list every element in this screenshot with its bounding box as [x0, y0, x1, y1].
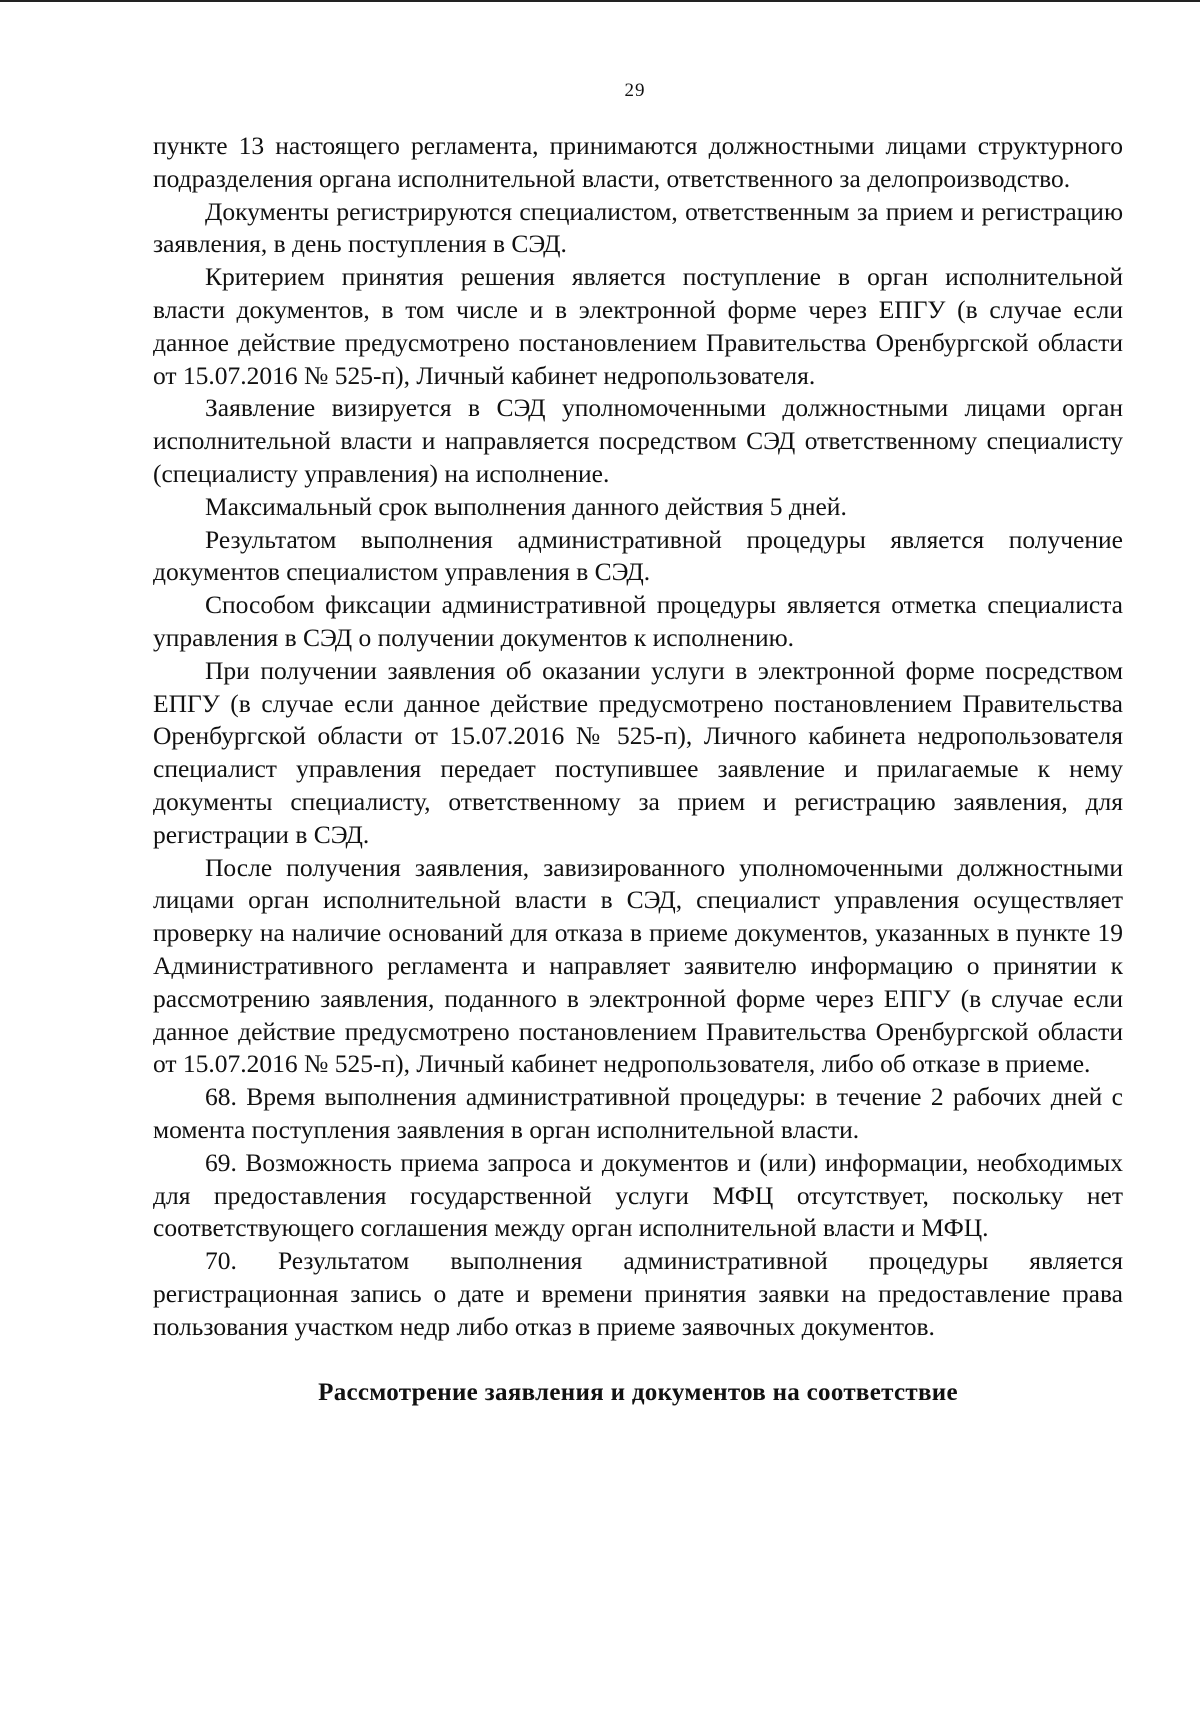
paragraph-application-endorsement: Заявление визируется в СЭД уполномоченными должностными лицами орган исполнительной власти и направляется посредством СЭД ответственному специалисту (специалисту управления) на исполнение. — [153, 393, 1123, 488]
paragraph-continuation-p13: пункте 13 настоящего регламента, принимаются должностными лицами структурного подразделения органа исполнительной власти, ответственного за делопроизводство. — [153, 131, 1123, 193]
paragraph-item-69: 69. Возможность приема запроса и документов и (или) информации, необходимых для предоставления государственной услуги МФЦ отсутствует, поскольку нет соответствующего соглашения между орган исполнительной власти и МФЦ. — [153, 1147, 1123, 1243]
paragraph-fixation-method: Способом фиксации административной процедуры является отметка специалиста управления в СЭД о получении документов к исполнению. — [153, 590, 1123, 652]
scan-top-border — [0, 0, 1200, 2]
paragraph-item-68: 68. Время выполнения административной процедуры: в течение 2 рабочих дней с момента поступления заявления в орган исполнительной власти. — [153, 1082, 1123, 1144]
paragraph-max-duration: Максимальный срок выполнения данного действия 5 дней. — [205, 491, 847, 521]
page-number: 29 — [624, 80, 646, 101]
paragraph-decision-criterion: Критерием принятия решения является поступление в орган исполнительной власти документов, в том числе и в электронной форме через ЕПГУ (в случае если данное действие предусмотрено постановлением Правительства Оренбургской области от 15.07.2016 № 525-п), Личный кабинет недропользователя. — [153, 262, 1123, 390]
paragraph-electronic-receipt: При получении заявления об оказании услуги в электронной форме посредством ЕПГУ (в случае если данное действие предусмотрено постановлением Правительства Оренбургской области от 15.07.2016 № 525-п), Личного кабинета недропользователя специалист управления передает поступившее заявление и прилагаемые к нему документы специалисту, ответственному за прием и регистрацию заявления, для регистрации в СЭД. — [153, 655, 1123, 849]
section-heading: Рассмотрение заявления и документов на соответствие — [318, 1379, 958, 1407]
paragraph-after-receipt-check: После получения заявления, завизированного уполномоченными должностными лицами орган исполнительной власти в СЭД, специалист управления осуществляет проверку на наличие оснований для отказа в приеме документов, указанных в пункте 19 Административного регламента и направляет заявителю информацию о принятии к рассмотрению заявления, поданного в электронной форме через ЕПГУ (в случае если данное действие предусмотрено постановлением Правительства Оренбургской области от 15.07.2016 № 525-п), Личный кабинет недропользователя, либо об отказе в приеме. — [153, 852, 1123, 1079]
paragraph-procedure-result: Результатом выполнения административной процедуры является получение документов специалистом управления в СЭД. — [153, 524, 1123, 587]
paragraph-document-registration: Документы регистрируются специалистом, ответственным за прием и регистрацию заявления, в день поступления в СЭД. — [153, 196, 1123, 259]
document-body — [153, 130, 1123, 1409]
paragraph-item-70: 70. Результатом выполнения административной процедуры является регистрационная запись о дате и времени принятия заявки на предоставление права пользования участком недр либо отказ в приеме заявочных документов. — [153, 1246, 1123, 1341]
